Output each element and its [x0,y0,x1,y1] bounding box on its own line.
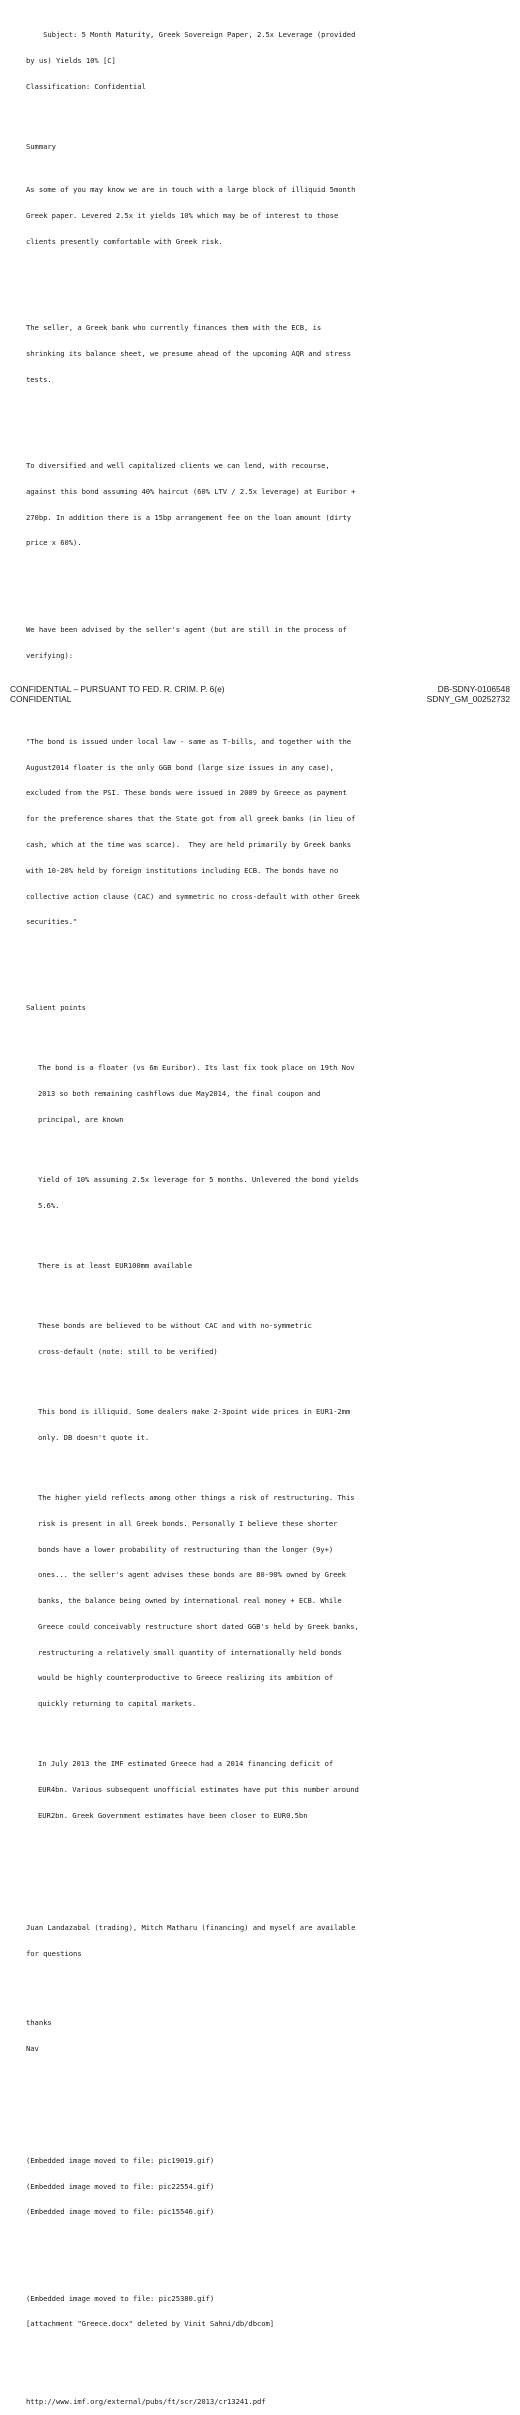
text-line: 5.6%. [38,1200,60,1210]
summary-paragraph-1 [26,169,506,264]
email-body [26,14,506,2415]
text-line: tests. [26,374,52,384]
text-line: for questions [26,1948,82,1958]
text-line: Greek paper. Levered 2.5x it yields 10% which may be of interest to those [26,211,339,221]
confidentiality-notice: CONFIDENTIAL – PURSUANT TO FED. R. CRIM. P. 6(e) [10,684,225,694]
text-line: clients presently comfortable with Greek risk. [26,236,223,246]
deleted-attachment-notice: [attachment "Greece.docx" deleted by Vinit Sahni/db/dbcom] [26,2319,275,2329]
text-line: cross-default (note: still to be verified) [38,1346,218,1356]
text-line: In July 2013 the IMF estimated Greece had a 2014 financing deficit of [38,1759,334,1769]
summary-paragraph-2 [26,307,506,402]
text-line: Juan Landazabal (trading), Mitch Matharu (financing) and myself are available [26,1923,356,1933]
salient-point [38,1245,506,1288]
subject-line-1: Subject: 5 Month Maturity, Greek Sovereign Paper, 2.5x Leverage (provided [26,30,356,40]
text-line: only. DB doesn't quote it. [38,1432,150,1442]
text-line: Greece could conceivably restructure short dated GGB's held by Greek banks, [38,1621,359,1631]
text-line: restructuring a relatively small quantity of internationally held bonds [38,1647,342,1657]
salient-point [38,1743,506,1838]
confidential-label: CONFIDENTIAL [10,694,72,704]
attachment-notices-2 [26,2277,506,2346]
embedded-image-notice: (Embedded image moved to file: pic15546.gif) [26,2207,215,2217]
text-line: would be highly counterproductive to Greece realizing its ambition of [38,1673,334,1683]
quote-line: cash, which at the time was scarce). They are held primarily by Greek banks [26,840,352,850]
salient-point [38,1477,506,1726]
text-line: verifying): [26,650,74,660]
text-line: shrinking its balance sheet, we presume ahead of the upcoming AQR and stress [26,348,352,358]
bates-number-1: DB-SDNY-0106548 [437,684,510,694]
subject-line-2: by us) Yields 10% [C] [26,55,116,65]
text-line: against this bond assuming 40% haircut (60% LTV / 2.5x leverage) at Euribor + [26,486,356,496]
attachment-notices-1 [26,2140,506,2235]
text-line: These bonds are believed to be without CAC and with no-symmetric [38,1321,312,1331]
signature-name: Nav [26,2043,39,2053]
text-line: Yield of 10% assuming 2.5x leverage for 5 months. Unlevered the bond yields [38,1175,359,1184]
text-line: bonds have a lower probability of restructuring than the longer (9y+) [38,1544,334,1554]
salient-point [38,1159,506,1228]
classification: Classification: Confidential [26,81,146,91]
text-line: ones... the seller's agent advises these bonds are 80-90% owned by Greek [38,1570,346,1580]
quote-line: with 10-20% held by foreign institutions including ECB. The bonds have no [26,865,339,875]
quote-line: for the preference shares that the State got from all greek banks (in lieu of [26,814,356,824]
footer-row-2 [10,694,510,704]
imf-report-link[interactable]: http://www.imf.org/external/pubs/ft/scr/2013/cr13241.pdf [26,2396,266,2406]
summary-heading: Summary [26,142,56,152]
summary-paragraph-4 [26,609,506,678]
text-line: quickly returning to capital markets. [38,1699,197,1709]
salient-heading: Salient points [26,1003,86,1013]
text-line: The higher yield reflects among other things a risk of restructuring. This [38,1492,355,1502]
quote-line: "The bond is issued under local law - same as T-bills, and together with the [26,736,352,746]
text-line: banks, the balance being owned by international real money + ECB. While [38,1596,342,1606]
contacts-paragraph [26,1907,506,1976]
bates-number-2: SDNY_GM_00252732 [426,694,510,704]
agent-quote [26,721,506,944]
quote-line: securities." [26,917,78,927]
text-line: We have been advised by the seller's agent (but are still in the process of [26,624,347,634]
text-line: principal, are known [38,1114,124,1124]
text-line: There is at least EUR100mm available [38,1260,192,1270]
salient-point [38,1305,506,1374]
embedded-image-notice: (Embedded image moved to file: pic19019.gif) [26,2155,215,2165]
text-line: The seller, a Greek bank who currently finances them with the ECB, is [26,323,322,333]
quote-line: excluded from the PSI. These bonds were issued in 2009 by Greece as payment [26,788,347,798]
quote-line: collective action clause (CAC) and symmetric no cross-default with other Greek [26,891,360,901]
text-line: EUR4bn. Various subsequent unofficial estimates have put this number around [38,1785,359,1795]
text-line: price x 60%). [26,538,82,548]
text-line: EUR2bn. Greek Government estimates have been closer to EUR0.5bn [38,1810,308,1820]
text-line: The bond is a floater (vs 6m Euribor). Its last fix took place on 19th Nov [38,1063,355,1073]
thanks-line: thanks [26,2018,52,2027]
text-line: 2013 so both remaining cashflows due May2014, the final coupon and [38,1089,321,1099]
summary-paragraph-3 [26,445,506,565]
text-line: risk is present in all Greek bonds. Personally I believe these shorter [38,1518,338,1528]
quote-line: August2014 floater is the only GGB bond (large size issues in any case), [26,762,334,772]
salient-points-list [26,1030,506,1855]
text-line: As some of you may know we are in touch with a large block of illiquid 5month [26,185,356,195]
text-line: This bond is illiquid. Some dealers make 2-3point wide prices in EUR1-2mm [38,1407,351,1417]
text-line: 270bp. In addition there is a 15bp arrangement fee on the loan amount (dirty [26,512,352,522]
salient-point [38,1047,506,1142]
salient-point [38,1391,506,1460]
footer-row-1 [10,684,510,694]
embedded-image-notice: (Embedded image moved to file: pic25380.gif) [26,2293,215,2303]
text-line: To diversified and well capitalized clients we can lend, with recourse, [26,461,330,471]
embedded-image-notice: (Embedded image moved to file: pic22554.gif) [26,2181,215,2191]
